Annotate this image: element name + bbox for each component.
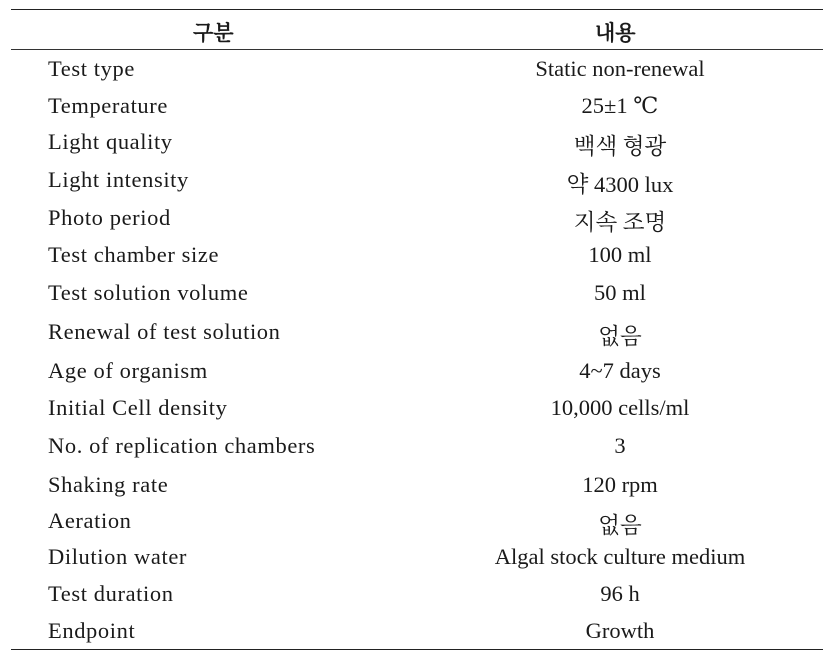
table-row	[11, 56, 823, 86]
table-row	[11, 242, 823, 272]
table-row	[11, 508, 823, 538]
row-value: Growth	[585, 618, 655, 643]
row-value: Algal stock culture medium	[494, 544, 746, 569]
row-value: Static non-renewal	[535, 56, 705, 81]
row-value: 50 ml	[594, 280, 646, 305]
table-row	[11, 544, 823, 574]
table-row	[11, 395, 823, 425]
row-label: Shaking rate	[48, 472, 169, 497]
row-value: 120 rpm	[582, 472, 658, 497]
row-label: Age of organism	[48, 358, 208, 383]
table-row	[11, 581, 823, 611]
header-rule	[11, 49, 823, 50]
table-row	[11, 358, 823, 388]
top-rule	[11, 9, 823, 10]
row-value: 없음	[598, 324, 642, 349]
row-value: 10,000 cells/ml	[550, 395, 690, 420]
row-value: 96 h	[600, 581, 640, 606]
row-value: 100 ml	[588, 242, 652, 267]
row-value: 지속 조명	[573, 210, 667, 235]
row-label: Light intensity	[48, 167, 189, 192]
bottom-rule	[11, 649, 823, 650]
table-row	[11, 129, 823, 159]
row-value: 4~7 days	[579, 358, 661, 383]
row-label: Test type	[48, 56, 135, 81]
row-value: 25±1 ℃	[581, 93, 659, 118]
table-row	[11, 618, 823, 648]
table-row	[11, 319, 823, 349]
row-label: Test duration	[48, 581, 174, 606]
row-label: No. of replication chambers	[48, 433, 316, 458]
row-label: Dilution water	[48, 544, 187, 569]
table-row	[11, 433, 823, 463]
header-category: 구분	[193, 21, 234, 45]
row-label: Endpoint	[48, 618, 136, 643]
row-label: Test solution volume	[48, 280, 249, 305]
row-label: Test chamber size	[48, 242, 220, 267]
table-row	[11, 472, 823, 502]
row-label: Aeration	[48, 508, 132, 533]
row-label: Temperature	[48, 93, 168, 118]
row-value: 3	[614, 433, 626, 458]
row-label: Photo period	[48, 205, 171, 230]
row-label: Renewal of test solution	[48, 319, 281, 344]
table-row	[11, 280, 823, 310]
table-row	[11, 205, 823, 235]
row-value: 없음	[598, 513, 642, 538]
table-row	[11, 93, 823, 123]
header-content: 내용	[595, 21, 636, 45]
row-label: Light quality	[48, 129, 173, 154]
row-value: 백색 형광	[573, 134, 667, 159]
table-row	[11, 167, 823, 197]
row-label: Initial Cell density	[48, 395, 228, 420]
row-value: 약 4300 lux	[566, 172, 674, 197]
